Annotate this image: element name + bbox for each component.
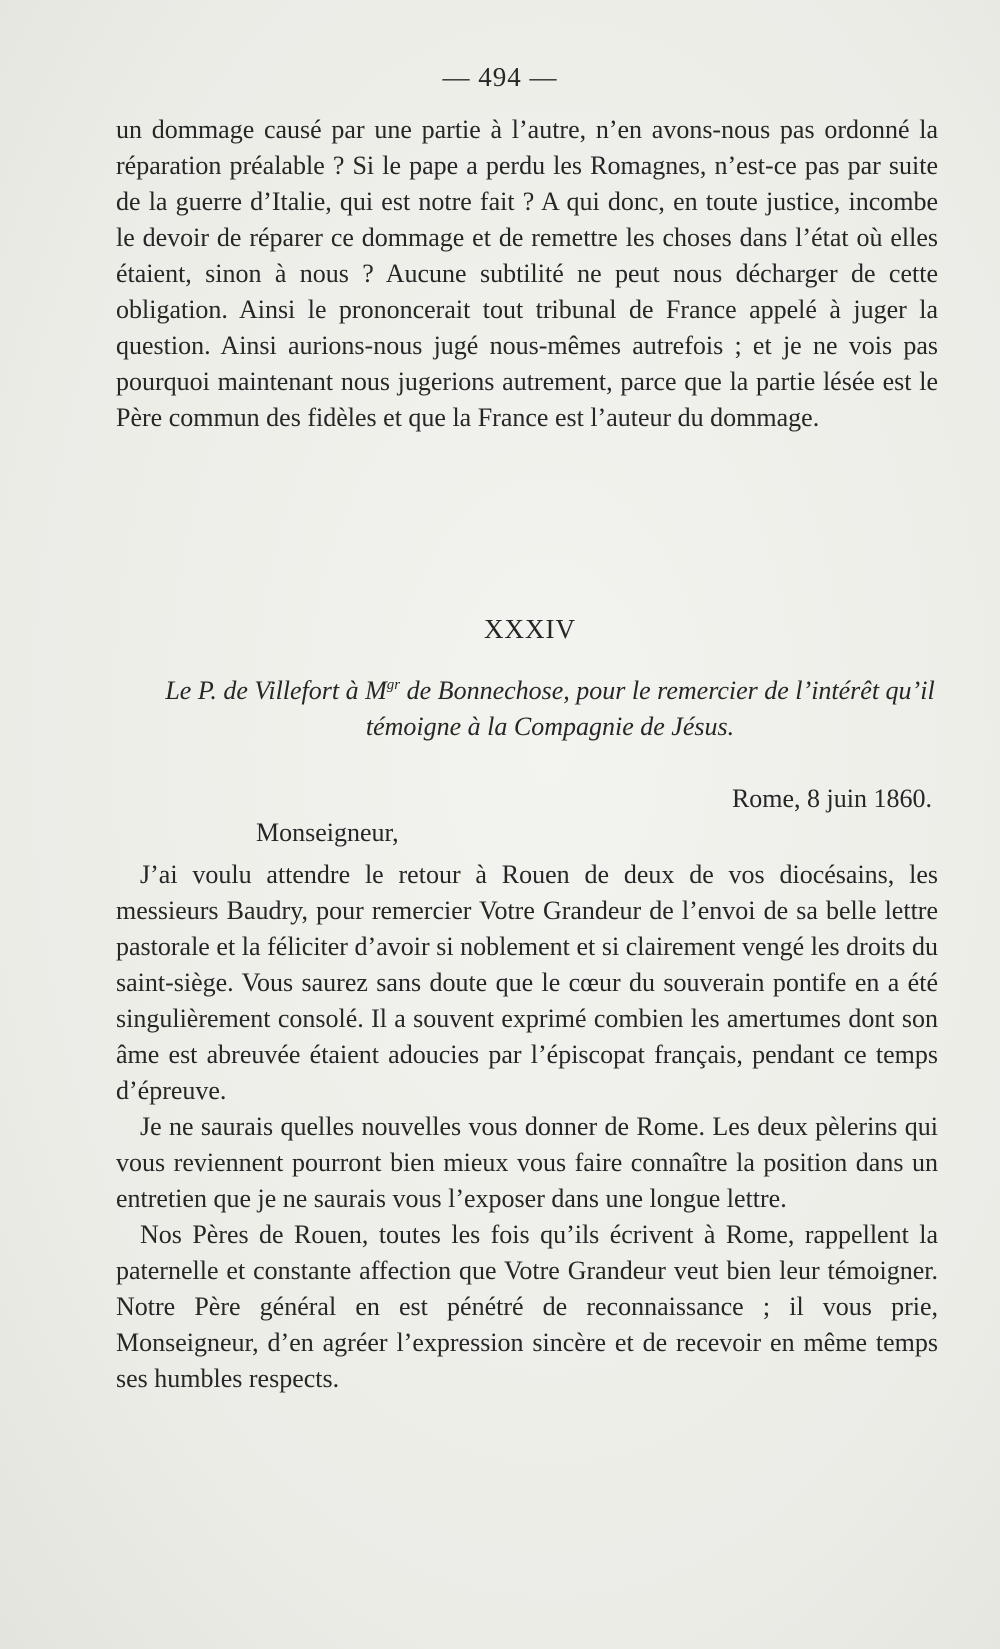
- letter-title-start: Le P. de Villefort à M: [165, 676, 387, 705]
- page-number: — 494 —: [442, 62, 558, 92]
- letter-paragraph: Nos Pères de Rouen, toutes les fois qu’ils écrivent à Rome, rappellent la paternelle et constante affection que Votre Grandeur veut bien leur témoigner. Notre Père général en est pénétré de reconnaissance ; il vous prie, Monseigneur, d’en agréer l’expression sincère et de recevoir en même temps ses humbles respects.: [116, 1220, 938, 1393]
- continuation-text: [116, 112, 938, 436]
- letter-number: XXXIV: [484, 614, 576, 644]
- letter-body: [116, 857, 938, 1397]
- continuation-paragraph: un dommage causé par une partie à l’autre, n’en avons-nous pas ordonné la réparation préalable ? Si le pape a perdu les Romagnes, n’est-ce pas par suite de la guerre d’Italie, qui est notre fait ? A qui donc, en toute justice, incombe le devoir de réparer ce dommage et de remettre les choses dans l’état où elles étaient, sinon à nous ? Aucune subtilité ne peut nous décharger de cette obligation. Ainsi le prononcerait tout tribunal de France appelé à juger la question. Ainsi aurions-nous jugé nous-mêmes autrefois ; et je ne vois pas pourquoi maintenant nous jugerions autrement, parce que la partie lésée est le Père commun des fidèles et que la France est l’auteur du dommage.: [116, 115, 938, 432]
- letter-salutation: Monseigneur,: [256, 818, 399, 847]
- letter-paragraph: J’ai voulu attendre le retour à Rouen de deux de vos diocésains, les messieurs Baudry, pour remercier Votre Grandeur de l’envoi de sa belle lettre pastorale et la féliciter d’avoir si noblement et si clairement vengé les droits du saint-siège. Vous saurez sans doute que le cœur du souverain pontife en a été singulièrement consolé. Il a souvent exprimé combien les amertumes dont son âme est abreuvée étaient adoucies par l’épiscopat français, pendant ce temps d’épreuve.: [116, 860, 938, 1105]
- letter-title-end: de Bonnechose, pour le remercier de l’intérêt qu’il témoigne à la Compagnie de Jésus.: [365, 676, 935, 741]
- letter-paragraph: Je ne saurais quelles nouvelles vous donner de Rome. Les deux pèlerins qui vous reviennent pourront bien mieux vous faire connaître la position dans un entretien que je ne saurais vous l’exposer dans une longue lettre.: [116, 1112, 938, 1213]
- letter-dateline: Rome, 8 juin 1860.: [731, 784, 932, 813]
- letter-title: [150, 673, 950, 745]
- letter-title-superscript: gr: [386, 677, 401, 693]
